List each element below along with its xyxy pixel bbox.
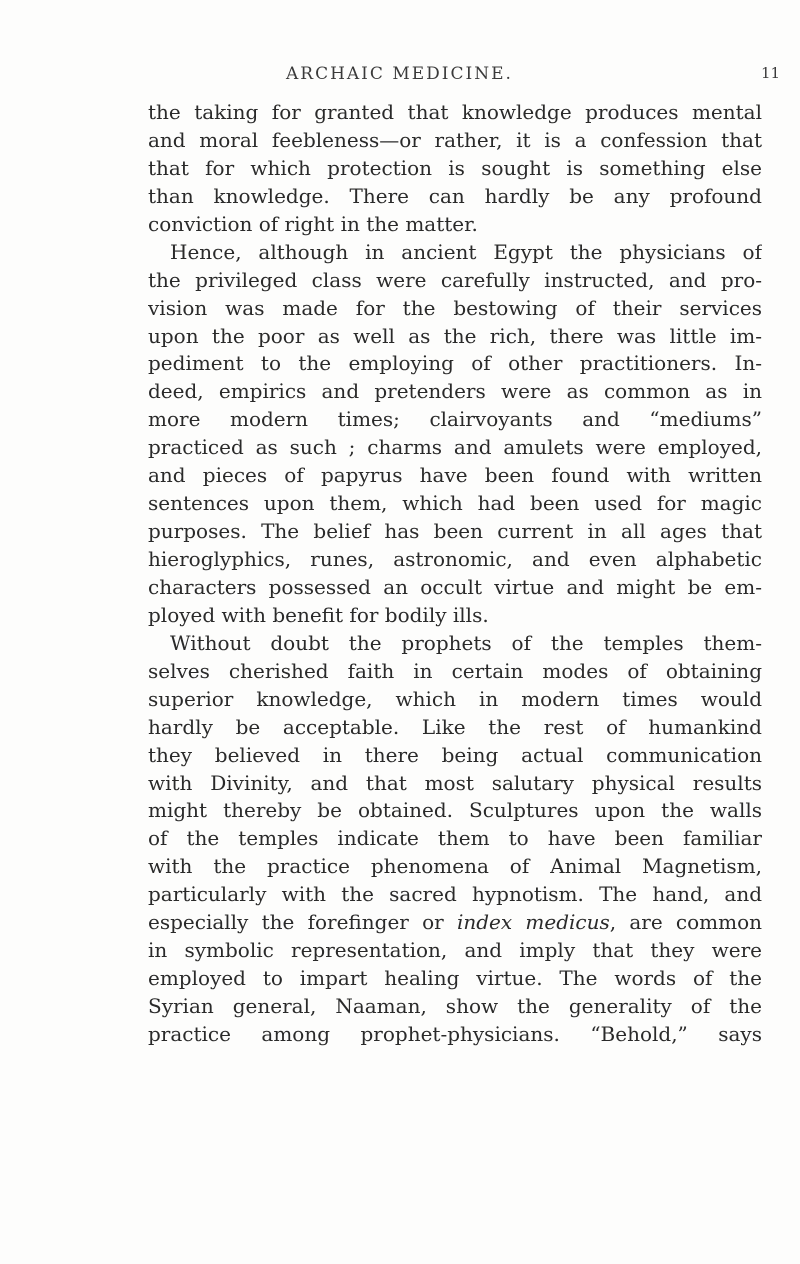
text-line: and moral feebleness—or rather, it is a confession that xyxy=(148,127,762,152)
text-line: than knowledge. There can hardly be any profound xyxy=(148,183,762,208)
text-segment: especially the forefinger or xyxy=(148,910,444,935)
text-line: might thereby be obtained. Sculptures upon the walls xyxy=(148,798,762,823)
text-line: Without doubt the prophets of the temples them- xyxy=(170,630,762,655)
text-line: purposes. The belief has been current in all ages that xyxy=(148,519,762,544)
text-line: and pieces of papyrus have been found with written xyxy=(148,463,762,488)
text-line: they believed in there being actual communication xyxy=(148,742,762,767)
text-line: deed, empirics and pretenders were as common as in xyxy=(148,379,762,404)
text-line: that for which protection is sought is something else xyxy=(148,155,762,180)
text-line: vision was made for the bestowing of their services xyxy=(148,295,762,320)
page-number: 11 xyxy=(761,64,781,82)
text-line: Syrian general, Naaman, show the generality of the xyxy=(148,994,762,1018)
text-line: practiced as such ; charms and amulets were employed, xyxy=(148,435,762,460)
running-head-title: ARCHAIC MEDICINE. xyxy=(286,64,513,84)
text-line: employed to impart healing virtue. The words of the xyxy=(148,966,762,991)
text-line: in symbolic representation, and imply that they were xyxy=(148,938,762,963)
text-line: with Divinity, and that most salutary physical results xyxy=(148,770,762,795)
text-line: the taking for granted that knowledge produces mental xyxy=(148,100,762,124)
text-line: sentences upon them, which had been used for magic xyxy=(148,491,762,516)
text-line: particularly with the sacred hypnotism. The hand, and xyxy=(148,882,762,907)
text-line: more modern times; clairvoyants and “mediums” xyxy=(148,407,762,432)
text-line: superior knowledge, which in modern times would xyxy=(148,686,762,711)
text-line: of the temples indicate them to have been familiar xyxy=(148,826,762,851)
text-line: hieroglyphics, runes, astronomic, and even alphabetic xyxy=(148,547,762,571)
text-line: hardly be acceptable. Like the rest of humankind xyxy=(148,714,762,739)
text-line: Hence, although in ancient Egypt the physicians of xyxy=(170,239,762,264)
text-line: characters possessed an occult virtue and might be em- xyxy=(148,574,762,599)
running-head xyxy=(0,64,800,88)
text-line: ployed with benefit for bodily ills. xyxy=(148,602,489,627)
italic-term: index medicus xyxy=(456,910,610,935)
text-line: the privileged class were carefully instructed, and pro- xyxy=(148,267,762,292)
text-line: with the practice phenomena of Animal Magnetism, xyxy=(148,854,762,879)
text-segment: , are common xyxy=(609,910,762,935)
text-line: selves cherished faith in certain modes of obtaining xyxy=(148,658,762,683)
text-line-mixed xyxy=(148,908,762,936)
text-line: pediment to the employing of other practitioners. In- xyxy=(148,351,762,376)
text-line: practice among prophet-physicians. “Behold,” says xyxy=(148,1021,762,1046)
text-line: upon the poor as well as the rich, there was little im- xyxy=(148,323,762,348)
body-text xyxy=(148,98,762,1048)
text-line: conviction of right in the matter. xyxy=(148,211,478,236)
